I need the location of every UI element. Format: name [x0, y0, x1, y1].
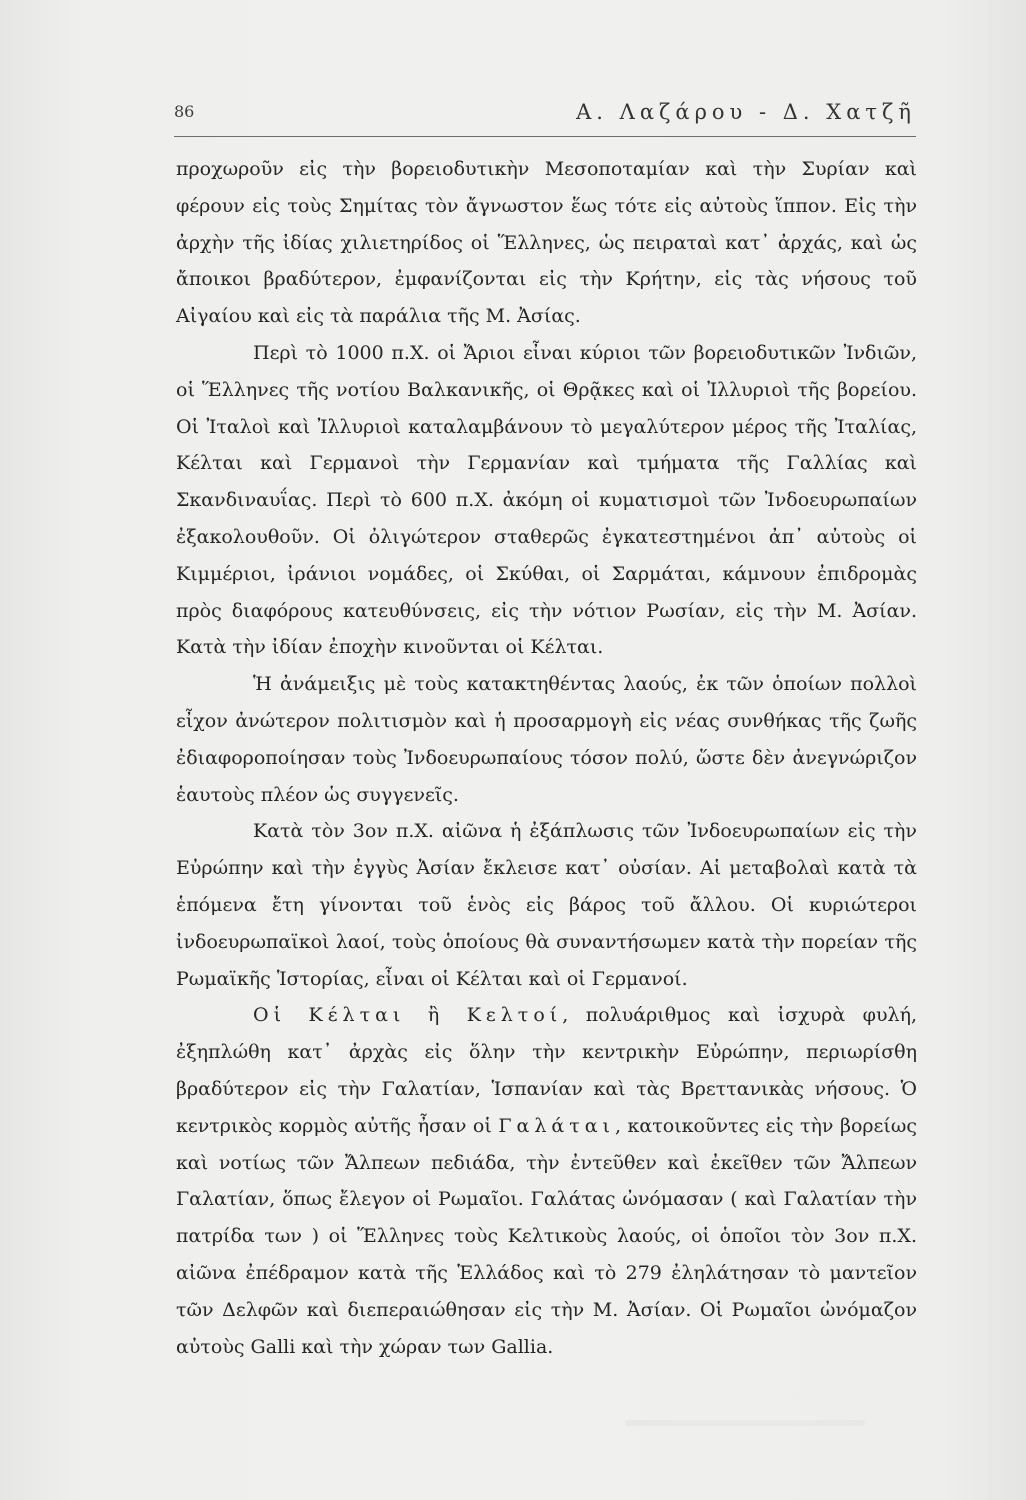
paragraph-4: Κατὰ τὸν 3ον π.Χ. αἰῶνα ἡ ἐξάπλωσις τῶν Ἰνδοευρωπαίων εἰς τὴν Εὐρώπην καὶ τὴν ἐγγὺς Ἀσίαν ἔκλεισε κατ᾽ οὐσίαν. Αἱ μεταβολαὶ κατὰ τὰ ἑπόμενα ἔτη γίνονται τοῦ ἑνὸς εἰς βάρος τοῦ ἄλλου. Οἱ κυριώτεροι ἰνδοευρωπαϊκοὶ λαοί, τοὺς ὁποίους θὰ συναντήσωμεν κατὰ τὴν πορείαν τῆς Ρωμαϊκῆς Ἱστορίας, εἶναι οἱ Κέλται καὶ οἱ Γερμανοί. — [176, 820, 917, 990]
paragraph-3: Ἡ ἀνάμειξις μὲ τοὺς κατακτηθέντας λαούς, ἐκ τῶν ὁποίων πολλοὶ εἶχον ἀνώτερον πολιτισμὸν καὶ ἡ προσαρμογὴ εἰς νέας συνθήκας τῆς ζωῆς ἐδιαφοροποίησαν τοὺς Ἰνδοευρωπαίους τόσον πολύ, ὥστε δὲν ἀνεγνώριζον ἑαυτοὺς πλέον ὡς συγγενεῖς. — [176, 673, 917, 806]
term-galatai: Γαλάται — [498, 1114, 616, 1137]
paper-show-through — [625, 1420, 865, 1426]
page-number: 86 — [174, 102, 195, 121]
paragraph-5-part-2: , κατοικοῦντες εἰς τὴν βορείως καὶ νοτίως τῶν Ἄλπεων πεδιάδα, τὴν ἐντεῦθεν καὶ ἐκεῖθεν τῶν Ἄλπεων Γαλατίαν, ὅπως ἔλεγον οἱ Ρωμαῖοι. Γαλάτας ὠνόμασαν ( καὶ Γαλατίαν τὴν πατρίδα των ) οἱ Ἕλληνες τοὺς Κελτικοὺς λαούς, οἱ ὁποῖοι τὸν 3ον π.Χ. αἰῶνα ἐπέδραμον κατὰ τῆς Ἑλλάδος καὶ τὸ 279 ἐληλάτησαν τὸ μαντεῖον τῶν Δελφῶν καὶ διεπεραιώθησαν εἰς τὴν Μ. Ἀσίαν. Οἱ Ρωμαῖοι ὠνόμαζον αὐτοὺς Galli καὶ τὴν χώραν των Gallia. — [176, 1114, 917, 1358]
paragraph-2: Περὶ τὸ 1000 π.Χ. οἱ Ἄριοι εἶναι κύριοι τῶν βορειοδυτικῶν Ἰνδιῶν, οἱ Ἕλληνες τῆς νοτίου Βαλκανικῆς, οἱ Θρᾷκες καὶ οἱ Ἰλλυριοὶ τῆς βορείου. Οἱ Ἰταλοὶ καὶ Ἰλλυριοὶ καταλαμβάνουν τὸ μεγαλύτερον μέρος τῆς Ἰταλίας, Κέλται καὶ Γερμανοὶ τὴν Γερμανίαν καὶ τμήματα τῆς Γαλλίας καὶ Σκανδιναυΐας. Περὶ τὸ 600 π.Χ. ἀκόμη οἱ κυματισμοὶ τῶν Ἰνδοευρωπαίων ἐξακολουθοῦν. Οἱ ὀλιγώτερον σταθερῶς ἐγκατεστημένοι ἀπ᾽ αὐτοὺς οἱ Κιμμέριοι, ἰράνιοι νομάδες, οἱ Σκύθαι, οἱ Σαρμάται, κάμνουν ἐπιδρομὰς πρὸς διαφόρους κατευθύνσεις, εἰς τὴν νότιον Ρωσίαν, εἰς τὴν Μ. Ἀσίαν. Κατὰ τὴν ἰδίαν ἐποχὴν κινοῦνται οἱ Κέλται. — [176, 341, 917, 659]
body-text — [176, 151, 917, 1365]
paragraph-5 — [176, 997, 917, 1365]
running-title: Α. Λαζάρου - Δ. Χατζῆ — [576, 100, 916, 124]
paragraph-5-part-1: , πολυάριθμος καὶ ἰσχυρὰ φυλή, ἐξηπλώθη κατ᾽ ἀρχὰς εἰς ὅλην τὴν κεντρικὴν Εὐρώπην, περιωρίσθη βραδύτερον εἰς τὴν Γαλατίαν, Ἱσπανίαν καὶ τὰς Βρεττανικὰς νήσους. Ὁ κεντρικὸς κορμὸς αὐτῆς ἦσαν οἱ — [176, 1004, 917, 1137]
page-header — [174, 96, 916, 137]
term-keltai: Οἱ Κέλται ἢ Κελτοί — [253, 1004, 563, 1027]
paragraph-1: προχωροῦν εἰς τὴν βορειοδυτικὴν Μεσοποταμίαν καὶ τὴν Συρίαν καὶ φέρουν εἰς τοὺς Σημίτας τὸν ἄγνωστον ἕως τότε εἰς αὐτοὺς ἵππον. Εἰς τὴν ἀρχὴν τῆς ἰδίας χιλιετηρίδος οἱ Ἕλληνες, ὡς πειραταὶ κατ᾽ ἀρχάς, καὶ ὡς ἄποικοι βραδύτερον, ἐμφανίζονται εἰς τὴν Κρήτην, εἰς τὰς νήσους τοῦ Αἰγαίου καὶ εἰς τὰ παράλια τῆς Μ. Ἀσίας. — [176, 158, 917, 328]
